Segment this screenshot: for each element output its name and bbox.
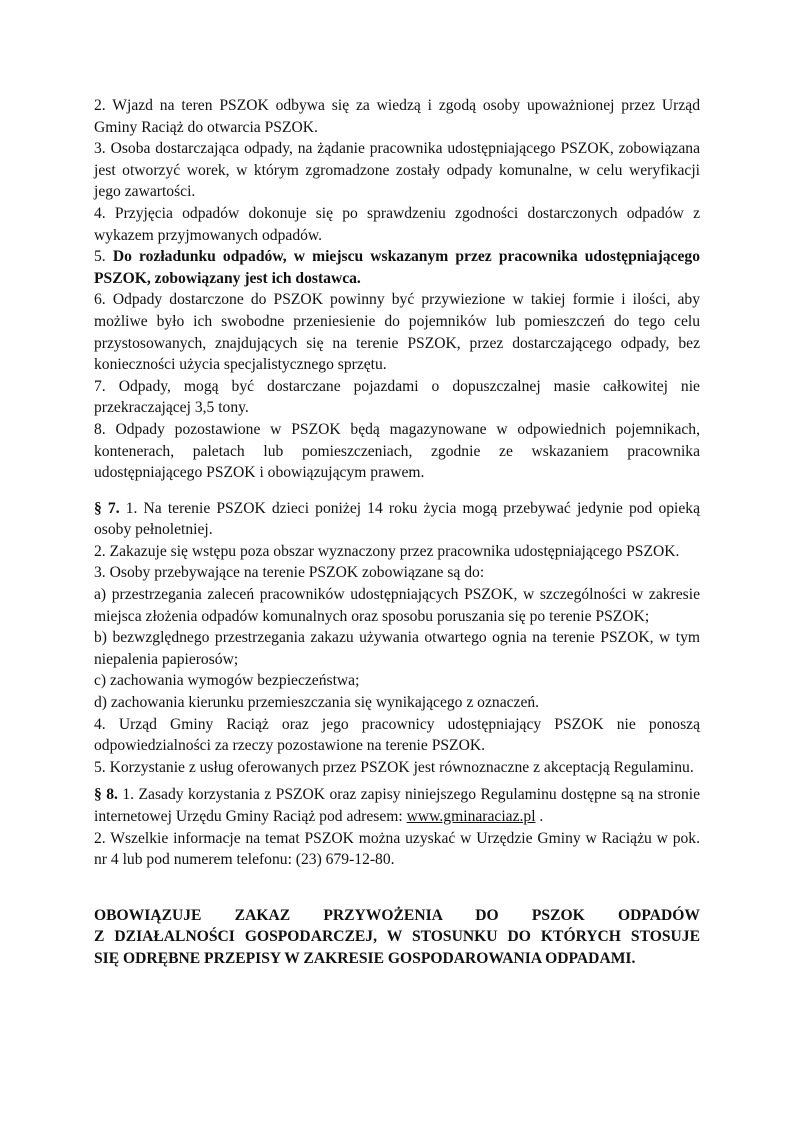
section-7-item-1 bbox=[94, 498, 700, 541]
item-number: 2. bbox=[94, 542, 106, 560]
prohibition-notice bbox=[94, 905, 700, 970]
section-6-item-8 bbox=[94, 419, 700, 484]
item-number: 7. bbox=[94, 377, 106, 395]
item-text: Osoby przebywające na terenie PSZOK zobowiązane są do: bbox=[109, 564, 485, 582]
item-text: Korzystanie z usług oferowanych przez PSZOK jest równoznaczne z akceptacją Regulaminu. bbox=[109, 758, 694, 776]
section-6-item-3 bbox=[94, 138, 700, 203]
item-text: Wjazd na teren PSZOK odbywa się za wiedzą i zgodą osoby upoważnionej przez Urząd Gminy Raciąż do otwarcia PSZOK. bbox=[94, 97, 700, 136]
section-6-item-2 bbox=[94, 95, 700, 138]
spacer bbox=[94, 871, 700, 905]
item-text: przestrzegania zaleceń pracowników udostępniających PSZOK, w szczególności w zakresie miejsca złożenia odpadów komunalnych oraz sposobu poruszania się po terenie PSZOK; bbox=[94, 586, 700, 625]
item-number: 2. bbox=[94, 97, 106, 114]
section-6-item-6 bbox=[94, 289, 700, 375]
item-text-after: . bbox=[535, 808, 544, 825]
item-number: 4. bbox=[94, 715, 106, 733]
section-8-item-2 bbox=[94, 828, 700, 871]
item-text: Wszelkie informacje na temat PSZOK można uzyskać w Urzędzie Gminy w Raciążu w pok. nr 4 lub pod numerem telefonu: (23) 679-12-80. bbox=[94, 829, 701, 869]
section-7-item-5 bbox=[94, 757, 700, 779]
item-text: Odpady pozostawione w PSZOK będą magazynowane w odpowiednich pojemnikach, kontenerach, paletach lub pomieszczeniach, zgodnie ze wskazaniem pracownika udostępniającego PSZOK i obowiązującym prawem. bbox=[94, 420, 701, 482]
section-7-item-4 bbox=[94, 714, 700, 757]
item-number: 3. bbox=[94, 140, 106, 158]
section-7 bbox=[94, 498, 700, 779]
item-number: 5. bbox=[94, 758, 106, 776]
document-page bbox=[94, 95, 700, 970]
item-number: 3. bbox=[94, 564, 106, 582]
notice-line-1: OBOWIĄZUJE ZAKAZ PRZYWOŻENIA DO PSZOK ODPADÓW bbox=[94, 906, 700, 924]
item-text: zachowania kierunku przemieszczania się wynikającego z oznaczeń. bbox=[110, 694, 540, 712]
item-text: Odpady, mogą być dostarczane pojazdami o dopuszczalnej masie całkowitej nie przekraczającej 3,5 tony. bbox=[94, 377, 700, 417]
item-number: 5. bbox=[94, 248, 106, 266]
item-letter: d) bbox=[94, 694, 107, 712]
item-text: Zakazuje się wstępu poza obszar wyznaczony przez pracownika udostępniającego PSZOK. bbox=[109, 542, 680, 560]
item-number: 8. bbox=[94, 420, 106, 438]
item-text: Przyjęcia odpadów dokonuje się po sprawdzeniu zgodności dostarczonych odpadów z wykazem przyjmowanych odpadów. bbox=[94, 204, 700, 244]
item-letter: a) bbox=[94, 586, 107, 604]
section-7-item-3b bbox=[94, 627, 700, 670]
item-number: 1. bbox=[125, 499, 138, 517]
item-letter: b) bbox=[94, 629, 107, 647]
item-text: bezwzględnego przestrzegania zakazu używania otwartego ognia na terenie PSZOK, w tym niepalenia papierosów; bbox=[94, 629, 700, 668]
section-8 bbox=[94, 784, 700, 870]
section-6-continuation bbox=[94, 95, 700, 484]
section-marker: § 7. bbox=[94, 499, 120, 517]
section-6-item-7 bbox=[94, 376, 700, 419]
item-number: 2. bbox=[94, 829, 106, 847]
notice-line-2: Z DZIAŁALNOŚCI GOSPODARCZEJ, W STOSUNKU DO KTÓRYCH STOSUJE bbox=[94, 928, 700, 946]
section-7-item-3 bbox=[94, 562, 700, 584]
item-text: zachowania wymogów bezpieczeństwa; bbox=[110, 672, 360, 690]
item-number: 6. bbox=[94, 291, 106, 309]
item-number: 1. bbox=[122, 786, 135, 804]
item-text: Urząd Gminy Raciąż oraz jego pracownicy udostępniający PSZOK nie ponoszą odpowiedzialności za rzeczy pozostawione na terenie PSZOK. bbox=[94, 715, 701, 755]
item-text-bold: Do rozładunku odpadów, w miejscu wskazanym przez pracownika udostępniającego PSZOK, zobowiązany jest ich dostawca. bbox=[94, 248, 700, 287]
spacer bbox=[94, 484, 700, 498]
notice-line-3: SIĘ ODRĘBNE PRZEPISY W ZAKRESIE GOSPODAROWANIA ODPADAMI. bbox=[94, 949, 636, 967]
section-7-item-2 bbox=[94, 541, 700, 563]
item-text: Osoba dostarczająca odpady, na żądanie pracownika udostępniającego PSZOK, zobowiązana jest otworzyć worek, w którym zgromadzone zostały odpady komunalne, w celu weryfikacji jego zawartości. bbox=[94, 140, 700, 201]
section-7-item-3d bbox=[94, 692, 700, 714]
section-8-item-1 bbox=[94, 784, 700, 827]
section-7-item-3a bbox=[94, 584, 700, 627]
section-marker: § 8. bbox=[94, 786, 118, 804]
item-text: Odpady dostarczone do PSZOK powinny być przywiezione w takiej formie i ilości, aby możliwe było ich swobodne przeniesienie do pojemników lub pomieszczeń do tego celu przystosowanych, znajdujących się na terenie PSZOK, przez dostarczającego odpady, bez konieczności użycia specjalistycznego sprzętu. bbox=[94, 291, 700, 374]
item-letter: c) bbox=[94, 672, 107, 690]
item-number: 4. bbox=[94, 204, 106, 222]
section-6-item-4 bbox=[94, 203, 700, 246]
item-text: Zasady korzystania z PSZOK oraz zapisy niniejszego Regulaminu dostępne są na stronie internetowej Urzędu Gminy Raciąż pod adresem: bbox=[94, 786, 700, 825]
section-6-item-5 bbox=[94, 246, 700, 289]
section-7-item-3c bbox=[94, 670, 700, 692]
website-link[interactable]: www.gminaraciaz.pl bbox=[406, 808, 536, 825]
item-text: Na terenie PSZOK dzieci poniżej 14 roku życia mogą przebywać jedynie pod opieką osoby pełnoletniej. bbox=[94, 499, 701, 539]
